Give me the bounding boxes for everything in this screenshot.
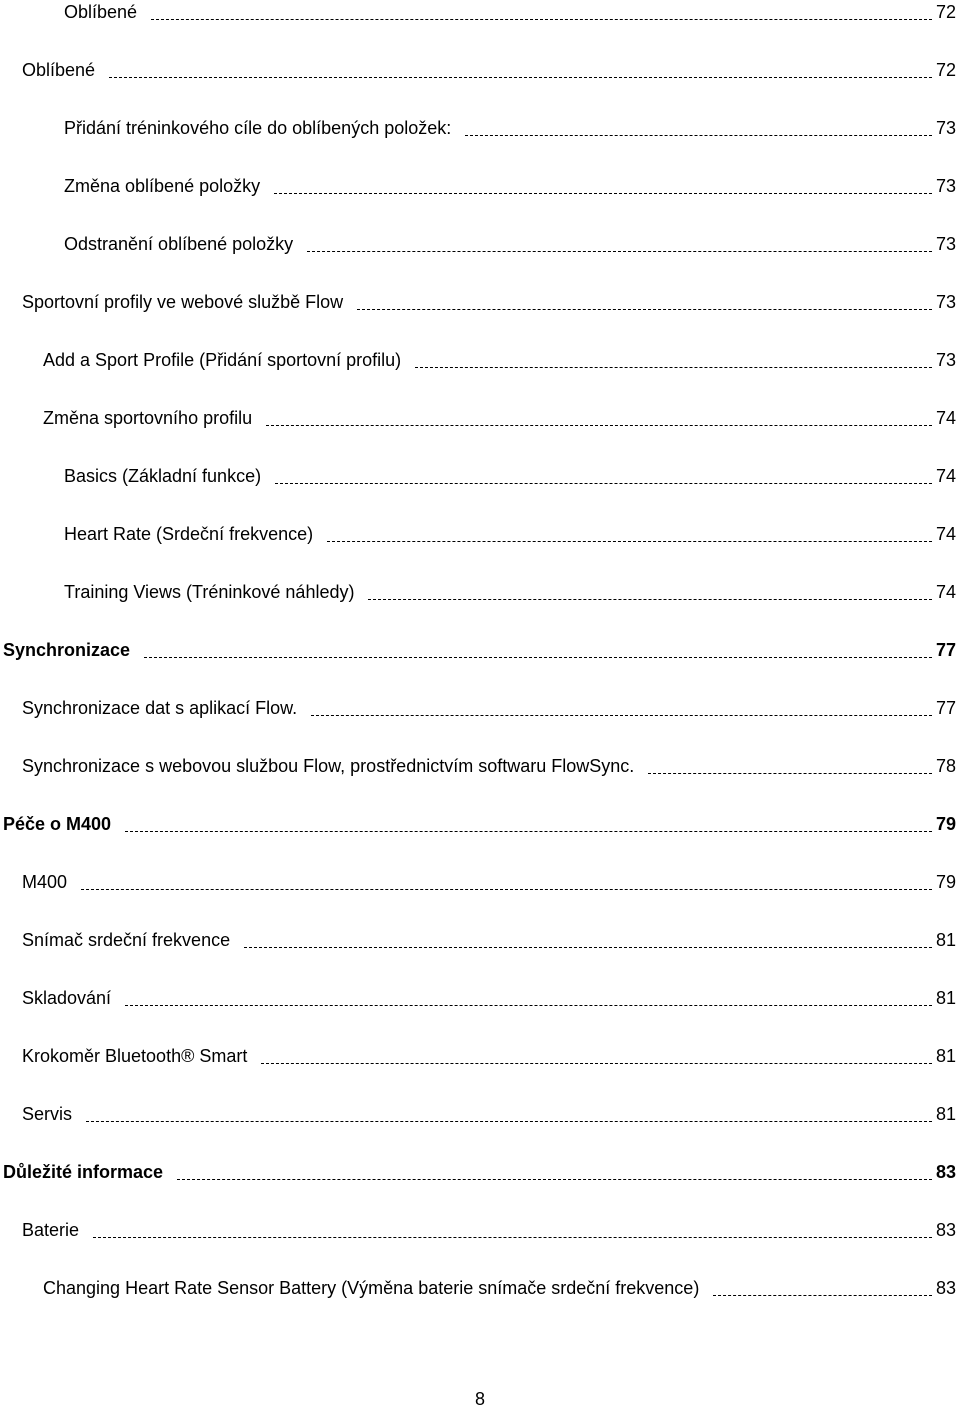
toc-entry[interactable]: [64, 463, 956, 487]
toc-leader-dots: [109, 77, 932, 78]
toc-entry-title: Změna oblíbené položky: [64, 176, 261, 196]
toc-chapter-entry[interactable]: [3, 811, 956, 835]
toc-entry-title: Synchronizace: [3, 640, 131, 660]
toc-leader-dots: [93, 1237, 932, 1238]
toc-entry[interactable]: [22, 869, 956, 893]
toc-entry-title: Heart Rate (Srdeční frekvence): [64, 524, 314, 544]
toc-entry[interactable]: [64, 579, 956, 603]
toc-leader-dots: [465, 135, 932, 136]
toc-leader-dots: [81, 889, 932, 890]
toc-entry-page: 83: [935, 1220, 956, 1240]
toc-entry-page: 73: [935, 176, 956, 196]
toc-entry-title: Baterie: [22, 1220, 80, 1240]
toc-entry-page: 79: [935, 872, 956, 892]
toc-chapter-entry[interactable]: [3, 637, 956, 661]
toc-leader-dots: [713, 1295, 932, 1296]
toc-entry[interactable]: [22, 1101, 956, 1125]
toc-leader-dots: [275, 483, 932, 484]
toc-entry-page: 73: [935, 234, 956, 254]
toc-leader-dots: [125, 831, 932, 832]
toc-leader-dots: [357, 309, 932, 310]
toc-leader-dots: [125, 1005, 932, 1006]
toc-entry[interactable]: [22, 985, 956, 1009]
toc-entry-page: 74: [935, 466, 956, 486]
toc-entry-page: 72: [935, 60, 956, 80]
toc-leader-dots: [261, 1063, 932, 1064]
toc-entry[interactable]: [22, 927, 956, 951]
toc-entry-page: 81: [935, 1104, 956, 1124]
toc-entry-title: Servis: [22, 1104, 73, 1124]
toc-entry-page: 83: [935, 1278, 956, 1298]
toc-entry-page: 74: [935, 408, 956, 428]
toc-entry-title: Odstranění oblíbené položky: [64, 234, 294, 254]
toc-entry[interactable]: [22, 289, 956, 313]
toc-leader-dots: [151, 19, 932, 20]
toc-entry-page: 73: [935, 292, 956, 312]
toc-entry-title: Změna sportovního profilu: [43, 408, 253, 428]
toc-entry[interactable]: [22, 753, 956, 777]
toc-entry[interactable]: [64, 231, 956, 255]
toc-entry-page: 73: [935, 118, 956, 138]
toc-entry-page: 72: [935, 2, 956, 22]
toc-entry-page: 81: [935, 1046, 956, 1066]
toc-entry-title: Basics (Základní funkce): [64, 466, 262, 486]
toc-entry-title: M400: [22, 872, 68, 892]
toc-entry[interactable]: [22, 1217, 956, 1241]
toc-entry[interactable]: [22, 57, 956, 81]
toc-entry-page: 83: [935, 1162, 956, 1182]
toc-entry-title: Synchronizace s webovou službou Flow, prostřednictvím softwaru FlowSync.: [22, 756, 635, 776]
toc-entry-title: Sportovní profily ve webové službě Flow: [22, 292, 344, 312]
toc-leader-dots: [307, 251, 932, 252]
toc-entry-title: Skladování: [22, 988, 112, 1008]
toc-chapter-entry[interactable]: [3, 1159, 956, 1183]
toc-entry-title: Changing Heart Rate Sensor Battery (Výměna baterie snímače srdeční frekvence): [43, 1278, 700, 1298]
toc-entry-title: Péče o M400: [3, 814, 112, 834]
toc-leader-dots: [86, 1121, 932, 1122]
toc-entry[interactable]: [64, 173, 956, 197]
toc-entry-title: Krokoměr Bluetooth® Smart: [22, 1046, 248, 1066]
toc-leader-dots: [244, 947, 932, 948]
toc-entry-page: 78: [935, 756, 956, 776]
toc-entry-page: 79: [935, 814, 956, 834]
toc-entry-page: 81: [935, 930, 956, 950]
toc-entry[interactable]: [64, 521, 956, 545]
toc-entry-page: 74: [935, 582, 956, 602]
toc-entry[interactable]: [64, 115, 956, 139]
toc-entry-title: Důležité informace: [3, 1162, 164, 1182]
toc-entry[interactable]: [22, 695, 956, 719]
toc-leader-dots: [311, 715, 932, 716]
toc-entry[interactable]: [22, 1043, 956, 1067]
toc-entry-page: 74: [935, 524, 956, 544]
toc-entry-page: 77: [935, 698, 956, 718]
toc-leader-dots: [327, 541, 932, 542]
toc-leader-dots: [177, 1179, 932, 1180]
toc-entry[interactable]: [43, 347, 956, 371]
toc-entry-title: Training Views (Tréninkové náhledy): [64, 582, 355, 602]
toc-entry[interactable]: [64, 0, 956, 23]
toc-entry-title: Snímač srdeční frekvence: [22, 930, 231, 950]
toc-leader-dots: [415, 367, 932, 368]
page-number: 8: [474, 1389, 485, 1409]
toc-entry-page: 77: [935, 640, 956, 660]
toc-leader-dots: [144, 657, 932, 658]
toc-leader-dots: [648, 773, 932, 774]
toc-leader-dots: [274, 193, 932, 194]
toc-entry-title: Oblíbené: [64, 2, 138, 22]
toc-entry-title: Přidání tréninkového cíle do oblíbených položek:: [64, 118, 452, 138]
toc-entry-title: Oblíbené: [22, 60, 96, 80]
toc-entry[interactable]: [43, 1275, 956, 1299]
toc-entry-title: Synchronizace dat s aplikací Flow.: [22, 698, 298, 718]
toc-entry-page: 81: [935, 988, 956, 1008]
toc-entry-page: 73: [935, 350, 956, 370]
toc-leader-dots: [266, 425, 932, 426]
toc-leader-dots: [368, 599, 931, 600]
toc-entry-title: Add a Sport Profile (Přidání sportovní profilu): [43, 350, 402, 370]
toc-entry[interactable]: [43, 405, 956, 429]
